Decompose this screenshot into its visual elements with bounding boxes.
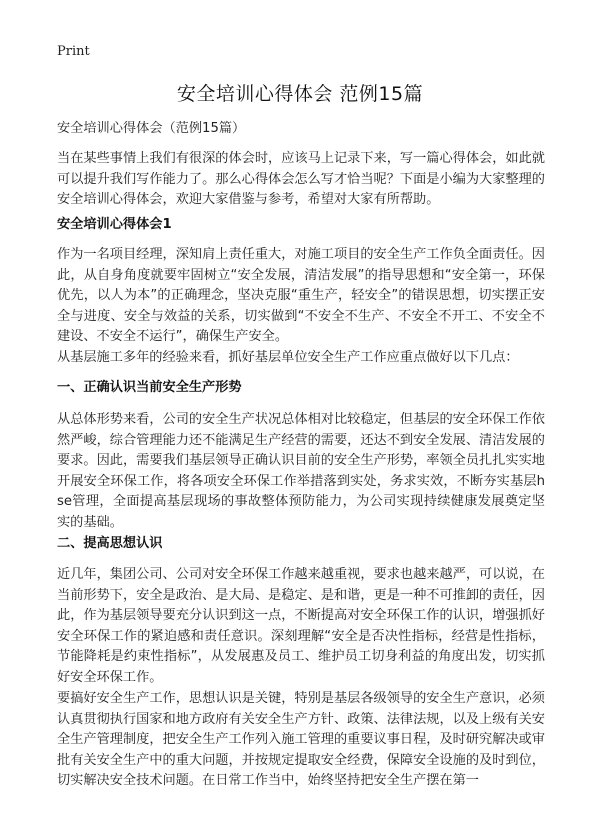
paragraph-2: 从基层施工多年的经验来看，抓好基层单位安全生产工作应重点做好以下几点： bbox=[57, 350, 519, 365]
print-link[interactable]: Print bbox=[57, 44, 90, 59]
paragraph-1: 作为一名项目经理，深知肩上责任重大，对施工项目的安全生产工作负全面责任。因此，从自身角度就要牢固树立“安全发展，清洁发展”的指导思想和“安全第一，环保优先，以人为本”的正确理念，坚决克服“重生产，轻安全”的错误思想，切实摆正安全与进度、安全与效益的关系，切实做到“不安全不生产、不安全不开工、不安全不建设、不安全不运行”，确保生产安全。 bbox=[57, 247, 545, 344]
document-subtitle: 安全培训心得体会（范例15篇） bbox=[57, 121, 246, 136]
paragraph-3: 从总体形势来看，公司的安全生产状况总体相对比较稳定，但基层的安全环保工作依然严峻，综合管理能力还不能满足生产经营的需要，还达不到安全发展、清洁发展的要求。因此，需要我们基层领导正确认识目前的安全生产形势，率领全员扎扎实实地开展安全环保工作，将各项安全环保工作举措落到实处，务求实效，不断夯实基层hse管理，全面提高基层现场的事故整体预防能力，为公司实现持续健康发展奠定坚实的基础。 bbox=[57, 412, 545, 530]
page-title: 安全培训心得体会 范例15篇 bbox=[176, 83, 424, 105]
subheading-1: 一、正确认识当前安全生产形势 bbox=[57, 380, 242, 395]
intro-paragraph: 当在某些事情上我们有很深的体会时，应该马上记录下来，写一篇心得体会，如此就可以提升我们写作能力了。那么心得体会怎么写才恰当呢？下面是小编为大家整理的安全培训心得体会，欢迎大家借鉴与参考，希望对大家有所帮助。 bbox=[57, 151, 545, 207]
section-heading: 安全培训心得体会1 bbox=[57, 217, 172, 232]
subheading-2: 二、提高思想认识 bbox=[57, 536, 163, 551]
paragraph-5: 要搞好安全生产工作，思想认识是关键，特别是基层各级领导的安全生产意识，必须认真贯彻执行国家和地方政府有关安全生产方针、政策、法律法规，以及上级有关安全生产管理制度，把安全生产工作列入施工管理的重要议事日程，及时研究解决或审批有关安全生产中的重大问题，并按规定提取安全经费，保障安全设施的及时到位，切实解决安全技术问题。在日常工作当中，始终坚持把安全生产摆在第一 bbox=[57, 691, 545, 788]
paragraph-4: 近几年，集团公司、公司对安全环保工作越来越重视，要求也越来越严，可以说，在当前形势下，安全是政治、是大局、是稳定、是和谐，更是一种不可推卸的责任，因此，作为基层领导要充分认识到这一点，不断提高对安全环保工作的认识，增强抓好安全环保工作的紧迫感和责任意识。深刻理解“安全是否决性指标，经营是性指标，节能降耗是约束性指标”，从发展惠及员工、维护员工切身利益的角度出发，切实抓好安全环保工作。 bbox=[57, 567, 545, 685]
